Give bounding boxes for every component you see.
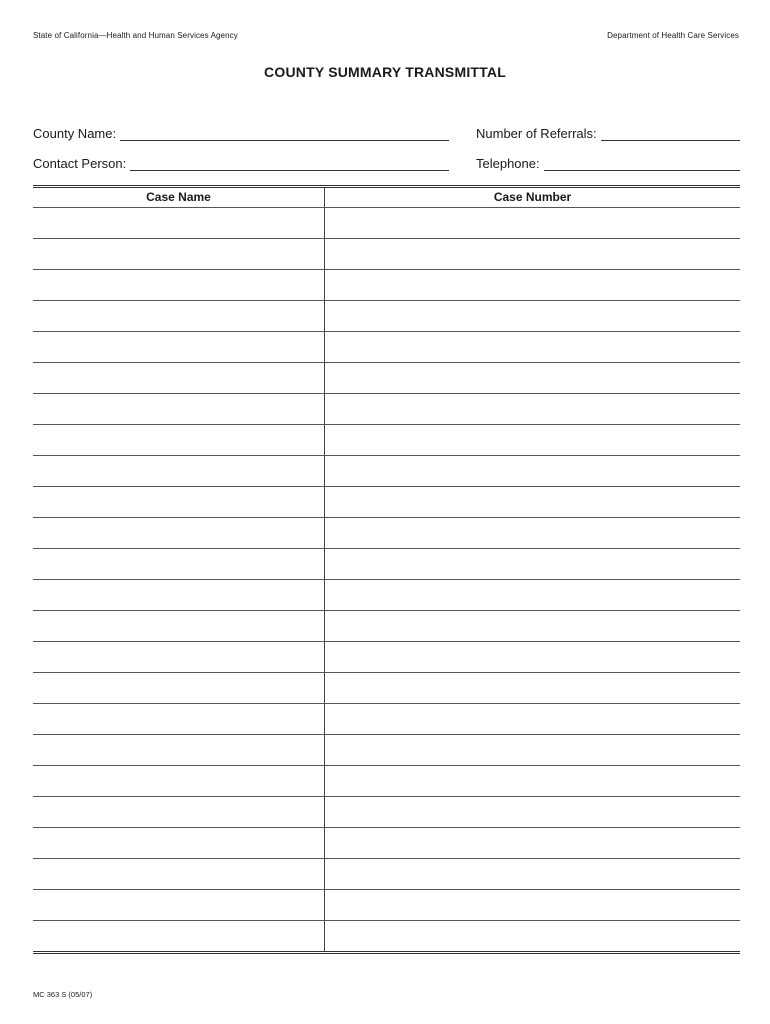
telephone-input[interactable] — [544, 156, 740, 171]
table-row — [33, 704, 740, 735]
department-name: Department of Health Care Services — [607, 31, 739, 40]
county-name-label: County Name: — [33, 126, 117, 141]
table-bottom-rule — [33, 951, 740, 954]
table-row — [33, 549, 740, 580]
case-number-cell[interactable] — [325, 487, 740, 517]
case-name-cell[interactable] — [33, 425, 324, 455]
number-of-referrals-input[interactable] — [601, 126, 740, 141]
table-row — [33, 487, 740, 518]
table-row — [33, 518, 740, 549]
case-number-cell[interactable] — [325, 828, 740, 858]
case-number-cell[interactable] — [325, 332, 740, 362]
case-name-cell[interactable] — [33, 332, 324, 362]
case-number-cell[interactable] — [325, 518, 740, 548]
county-name-input[interactable] — [120, 126, 449, 141]
case-number-cell[interactable] — [325, 363, 740, 393]
table-row — [33, 828, 740, 859]
header-separator — [33, 185, 740, 208]
case-name-cell[interactable] — [33, 642, 324, 672]
table-row — [33, 208, 740, 239]
table-row — [33, 890, 740, 921]
case-name-cell[interactable] — [33, 549, 324, 579]
case-number-cell[interactable] — [325, 859, 740, 889]
table-row — [33, 642, 740, 673]
case-number-cell[interactable] — [325, 766, 740, 796]
table-row — [33, 425, 740, 456]
table-row — [33, 332, 740, 363]
case-number-cell[interactable] — [325, 394, 740, 424]
number-of-referrals-field — [476, 124, 740, 142]
case-name-cell[interactable] — [33, 921, 324, 951]
telephone-label: Telephone: — [476, 156, 540, 171]
case-name-cell[interactable] — [33, 394, 324, 424]
case-name-cell[interactable] — [33, 363, 324, 393]
case-name-cell[interactable] — [33, 301, 324, 331]
case-name-cell[interactable] — [33, 704, 324, 734]
table-row — [33, 859, 740, 890]
table-row — [33, 456, 740, 487]
form-title: COUNTY SUMMARY TRANSMITTAL — [264, 64, 506, 80]
table-row — [33, 921, 740, 952]
case-name-cell[interactable] — [33, 580, 324, 610]
case-name-cell[interactable] — [33, 611, 324, 641]
case-name-cell[interactable] — [33, 797, 324, 827]
case-number-cell[interactable] — [325, 735, 740, 765]
case-name-cell[interactable] — [33, 890, 324, 920]
table-row — [33, 766, 740, 797]
case-name-cell[interactable] — [33, 859, 324, 889]
table-row — [33, 363, 740, 394]
case-name-cell[interactable] — [33, 518, 324, 548]
case-name-cell[interactable] — [33, 456, 324, 486]
table-row — [33, 580, 740, 611]
telephone-field — [476, 154, 740, 172]
case-number-cell[interactable] — [325, 611, 740, 641]
case-name-cell[interactable] — [33, 673, 324, 703]
case-number-cell[interactable] — [325, 270, 740, 300]
case-name-cell[interactable] — [33, 828, 324, 858]
case-number-cell[interactable] — [325, 673, 740, 703]
case-table — [33, 185, 740, 954]
case-number-cell[interactable] — [325, 301, 740, 331]
table-row — [33, 797, 740, 828]
case-number-cell[interactable] — [325, 890, 740, 920]
contact-person-input[interactable] — [130, 156, 449, 171]
case-name-cell[interactable] — [33, 735, 324, 765]
case-name-cell[interactable] — [33, 270, 324, 300]
case-number-cell[interactable] — [325, 642, 740, 672]
case-number-cell[interactable] — [325, 797, 740, 827]
table-row — [33, 673, 740, 704]
case-number-cell[interactable] — [325, 425, 740, 455]
case-name-cell[interactable] — [33, 487, 324, 517]
county-name-field — [33, 124, 449, 142]
agency-name: State of California—Health and Human Services Agency — [33, 31, 238, 40]
table-row — [33, 611, 740, 642]
case-number-cell[interactable] — [325, 208, 740, 238]
form-number: MC 363 S (05/07) — [33, 990, 93, 999]
case-number-cell[interactable] — [325, 549, 740, 579]
case-number-cell[interactable] — [325, 704, 740, 734]
case-number-cell[interactable] — [325, 580, 740, 610]
case-number-header: Case Number — [493, 190, 572, 204]
number-of-referrals-label: Number of Referrals: — [476, 126, 597, 141]
case-number-cell[interactable] — [325, 921, 740, 951]
case-number-cell[interactable] — [325, 239, 740, 269]
case-name-cell[interactable] — [33, 208, 324, 238]
case-name-cell[interactable] — [33, 239, 324, 269]
table-row — [33, 301, 740, 332]
table-row — [33, 239, 740, 270]
case-name-cell[interactable] — [33, 766, 324, 796]
case-number-cell[interactable] — [325, 456, 740, 486]
table-row — [33, 270, 740, 301]
case-name-header: Case Name — [146, 190, 211, 204]
contact-person-label: Contact Person: — [33, 156, 127, 171]
table-row — [33, 735, 740, 766]
table-row — [33, 394, 740, 425]
contact-person-field — [33, 154, 449, 172]
